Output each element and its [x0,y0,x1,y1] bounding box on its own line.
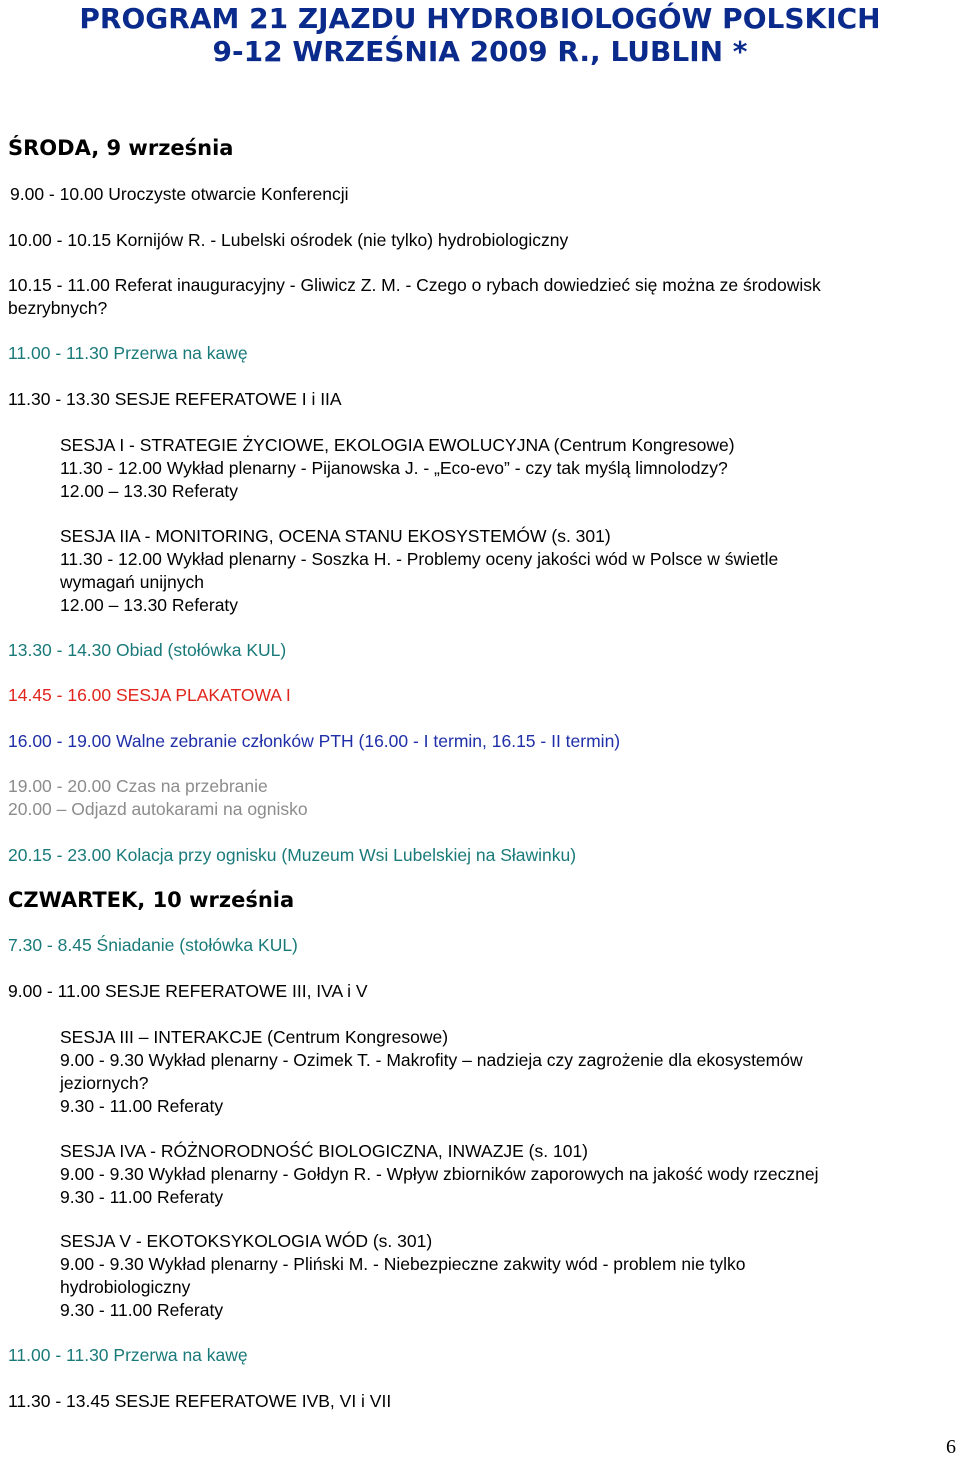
session-5-lecture-line2: hydrobiologiczny [60,1277,191,1297]
program-title-line1: PROGRAM 21 ZJAZDU HYDROBIOLOGÓW POLSKICH [79,2,881,35]
page-number: 6 [946,1436,956,1458]
session-5-title: SESJA V - EKOTOKSYKOLOGIA WÓD (s. 301) [60,1231,433,1251]
agenda-breakfast: 7.30 - 8.45 Śniadanie (stołówka KUL) [8,935,298,955]
agenda-thursday-coffee: 11.00 - 11.30 Przerwa na kawę [8,1345,248,1365]
session-2a-lecture-line2: wymagań unijnych [60,572,204,592]
agenda-supper: 20.15 - 23.00 Kolacja przy ognisku (Muzeum Wsi Lubelskiej na Sławinku) [8,845,577,865]
agenda-thursday-sessions-2: 11.30 - 13.45 SESJE REFERATOWE IVB, VI i VII [8,1391,392,1411]
agenda-coffee-break: 11.00 - 11.30 Przerwa na kawę [8,343,248,363]
agenda-inaugural-line1: 10.15 - 11.00 Referat inauguracyjny - Gliwicz Z. M. - Czego o rybach dowiedzieć się można ze środowisk [8,275,821,295]
day-heading-wednesday: ŚRODA, 9 września [8,136,234,160]
agenda-sessions-heading: 11.30 - 13.30 SESJE REFERATOWE I i IIA [8,389,342,409]
session-5-lecture-line1: 9.00 - 9.30 Wykład plenarny - Pliński M. - Niebezpieczne zakwity wód - problem nie tylko [60,1254,746,1274]
session-3-papers: 9.30 - 11.00 Referaty [60,1096,224,1116]
agenda-thursday-sessions: 9.00 - 11.00 SESJE REFERATOWE III, IVA i V [8,981,368,1001]
agenda-kornijow: 10.00 - 10.15 Kornijów R. - Lubelski ośrodek (nie tylko) hydrobiologiczny [8,230,569,250]
session-4a-lecture: 9.00 - 9.30 Wykład plenarny - Gołdyn R. - Wpływ zbiorników zaporowych na jakość wody rzecznej [60,1164,819,1184]
agenda-general-meeting: 16.00 - 19.00 Walne zebranie członków PTH (16.00 - I termin, 16.15 - II termin) [8,731,621,751]
agenda-bus: 20.00 – Odjazd autokarami na ognisko [8,799,308,819]
session-2a-title: SESJA IIA - MONITORING, OCENA STANU EKOSYSTEMÓW (s. 301) [60,526,611,546]
session-2a-lecture-line1: 11.30 - 12.00 Wykład plenarny - Soszka H. - Problemy oceny jakości wód w Polsce w świetle [60,549,779,569]
session-4a-title: SESJA IVA - RÓŻNORODNOŚĆ BIOLOGICZNA, INWAZJE (s. 101) [60,1141,588,1161]
session-5-papers: 9.30 - 11.00 Referaty [60,1300,224,1320]
session-1-lecture: 11.30 - 12.00 Wykład plenarny - Pijanowska J. - „Eco-evo” - czy tak myślą limnolodzy? [60,458,728,478]
session-3-lecture-line1: 9.00 - 9.30 Wykład plenarny - Ozimek T. - Makrofity – nadzieja czy zagrożenie dla ekosystemów [60,1050,803,1070]
agenda-change: 19.00 - 20.00 Czas na przebranie [8,776,268,796]
session-1-papers: 12.00 – 13.30 Referaty [60,481,239,501]
session-1-title: SESJA I - STRATEGIE ŻYCIOWE, EKOLOGIA EWOLUCYJNA (Centrum Kongresowe) [60,435,735,455]
program-title-line2: 9-12 WRZEŚNIA 2009 R., LUBLIN * [212,35,748,68]
agenda-inaugural-line2: bezrybnych? [8,298,108,318]
session-4a-papers: 9.30 - 11.00 Referaty [60,1187,224,1207]
session-3-lecture-line2: jeziornych? [60,1073,149,1093]
day-heading-thursday: CZWARTEK, 10 września [8,888,295,912]
agenda-opening: 9.00 - 10.00 Uroczyste otwarcie Konferencji [10,184,349,204]
agenda-lunch: 13.30 - 14.30 Obiad (stołówka KUL) [8,640,287,660]
session-2a-papers: 12.00 – 13.30 Referaty [60,595,239,615]
agenda-poster-session: 14.45 - 16.00 SESJA PLAKATOWA I [8,685,291,705]
session-3-title: SESJA III – INTERAKCJE (Centrum Kongresowe) [60,1027,449,1047]
